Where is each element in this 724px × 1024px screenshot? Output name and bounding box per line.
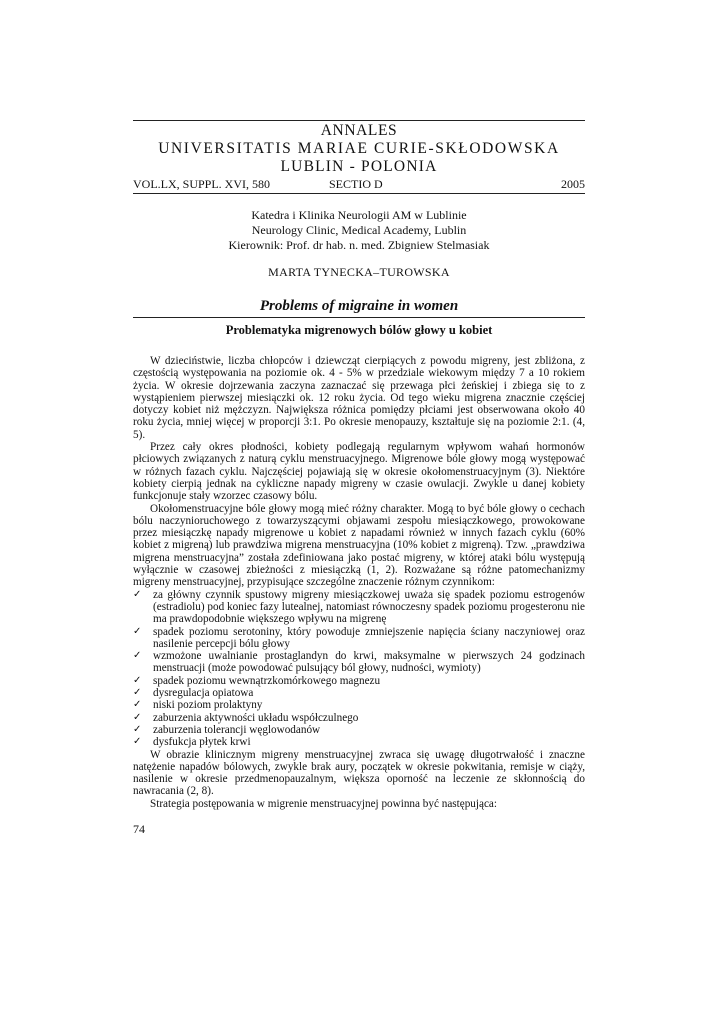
checkmark-icon: ✓	[133, 625, 142, 637]
list-item	[133, 650, 585, 675]
pathomechanism-list	[133, 589, 585, 749]
title-rule	[133, 317, 585, 318]
author-name: MARTA TYNECKA–TUROWSKA	[268, 265, 450, 279]
list-item-text: niski poziom prolaktyny	[153, 699, 263, 712]
affiliation-line2: Neurology Clinic, Medical Academy, Lublin	[251, 223, 467, 237]
list-item	[133, 699, 585, 711]
list-item-text: spadek poziomu serotoniny, który powoduje zmniejszenie napięcia ściany naczyniowej oraz nasilenie percepcji bólu głowy	[153, 625, 585, 650]
list-item	[133, 736, 585, 748]
header-bottom-rule	[133, 193, 585, 194]
affiliation-line1: Katedra i Klinika Neurologii AM w Lublinie	[251, 208, 467, 222]
checkmark-icon: ✓	[133, 736, 142, 748]
header-top-rule	[133, 120, 585, 121]
article-title-polish: Problematyka migrenowych bólów głowy u kobiet	[225, 323, 493, 337]
publication-year: 2005	[561, 177, 585, 191]
article-body	[133, 355, 585, 810]
list-item	[133, 712, 585, 724]
list-item-text: zaburzenia tolerancji węglowodanów	[153, 723, 321, 736]
paragraph: Okołomenstruacyjne bóle głowy mogą mieć różny charakter. Mogą to być bóle głowy o cechach bólu naczynioruchowego z towarzyszącymi objawami zespołu miesiączkowego, prowokowane przez miesiączkę napady migrenowe u kobiet z napadami również w innych fazach cyklu (60% kobiet z migreną) lub prawdziwa migrena menstruacyjna (10% kobiet z migreną). Tzw. „prawdziwa migrena menstruacyjna” została zdefiniowana jako postać migreny, w której ataki bólu występują wyłącznie w czasowej zbieżności z miesiączką (1, 2). Rozważane są różne patomechanizmy migreny menstruacyjnej, przypisujące szczególne znaczenie różnym czynnikom:	[133, 502, 585, 589]
checkmark-icon: ✓	[133, 699, 142, 711]
list-item-text: zaburzenia aktywności układu współczulnego	[153, 711, 359, 724]
checkmark-icon: ✓	[133, 588, 142, 600]
list-item-text: wzmożone uwalnianie prostaglandyn do krwi, maksymalne w pierwszych 24 godzinach menstruacji (może powodować pulsujący ból głowy, nudności, wymioty)	[153, 650, 585, 675]
list-item	[133, 687, 585, 699]
list-item-text: spadek poziomu wewnątrzkomórkowego magnezu	[153, 674, 381, 687]
paragraph: Przez cały okres płodności, kobiety podlegają regularnym wpływom wahań hormonów płciowych związanych z naturą cyklu menstruacyjnego. Migrenowe bóle głowy mogą występować w różnych fazach cyklu. Najczęściej pojawiają się w okresie okołomenstruacyjnym (3). Niektóre kobiety cierpią jednak na cykliczne napady migreny w czasie owulacji. Zwykle u danej kobiety funkcjonuje stały wzorzec czasowy bólu.	[133, 441, 585, 503]
journal-name-line2: UNIVERSITATIS MARIAE CURIE-SKŁODOWSKA	[158, 140, 560, 157]
page-number: 74	[133, 822, 145, 836]
paragraph: W dzieciństwie, liczba chłopców i dziewcząt cierpiących z powodu migreny, jest zbliżona, z częstością występowania na poziomie ok. 4 - 5% w przedziale wiekowym między 7 a 10 rokiem życia. W okresie dojrzewania zaczyna zaznaczać się przewaga płci żeńskiej i zbiega się to z wystąpieniem pierwszej miesiączki ok. 12 roku życia. Od tego wieku migrena znacznie częściej dotyczy kobiet niż mężczyzn. Największa różnica pomiędzy płciami jest obserwowana około 40 roku życia, mniej więcej w proporcji 3:1. Po okresie menopauzy, kształtuje się na poziomie 2:1. (4, 5).	[133, 355, 585, 441]
checkmark-icon: ✓	[133, 650, 142, 662]
list-item	[133, 675, 585, 687]
checkmark-icon: ✓	[133, 687, 142, 699]
section-label: SECTIO D	[329, 177, 383, 191]
journal-name-line1: ANNALES	[320, 122, 398, 139]
article-title-english: Problems of migraine in women	[259, 298, 459, 314]
volume-row	[133, 177, 585, 191]
list-item	[133, 589, 585, 626]
list-item-text: za główny czynnik spustowy migreny miesiączkowej uważa się spadek poziomu estrogenów (estradiolu) pod koniec fazy lutealnej, natomiast równoczesny spadek poziomu progesteronu nie ma prawdopodobnie większego wpływu na migrenę	[153, 588, 585, 626]
checkmark-icon: ✓	[133, 711, 142, 723]
journal-name-line3: LUBLIN - POLONIA	[280, 158, 438, 175]
list-item	[133, 724, 585, 736]
list-item-text: dysfukcja płytek krwi	[153, 736, 251, 749]
list-item-text: dysregulacja opiatowa	[153, 687, 254, 700]
volume-info: VOL.LX, SUPPL. XVI, 580	[133, 177, 271, 191]
paragraph: W obrazie klinicznym migreny menstruacyjnej zwraca się uwagę długotrwałość i znaczne natężenie napadów bólowych, zwykle brak aury, początek w okresie pokwitania, remisje w ciąży, nasilenie w okresie przedmenopauzalnym, większa oporność na leczenie ze skłonnością do nawracania (2, 8).	[133, 748, 585, 798]
checkmark-icon: ✓	[133, 723, 142, 735]
affiliation-line3: Kierownik: Prof. dr hab. n. med. Zbigniew Stelmasiak	[228, 238, 490, 252]
checkmark-icon: ✓	[133, 674, 142, 686]
paragraph: Strategia postępowania w migrenie menstruacyjnej powinna być następująca:	[150, 797, 498, 810]
list-item	[133, 626, 585, 651]
